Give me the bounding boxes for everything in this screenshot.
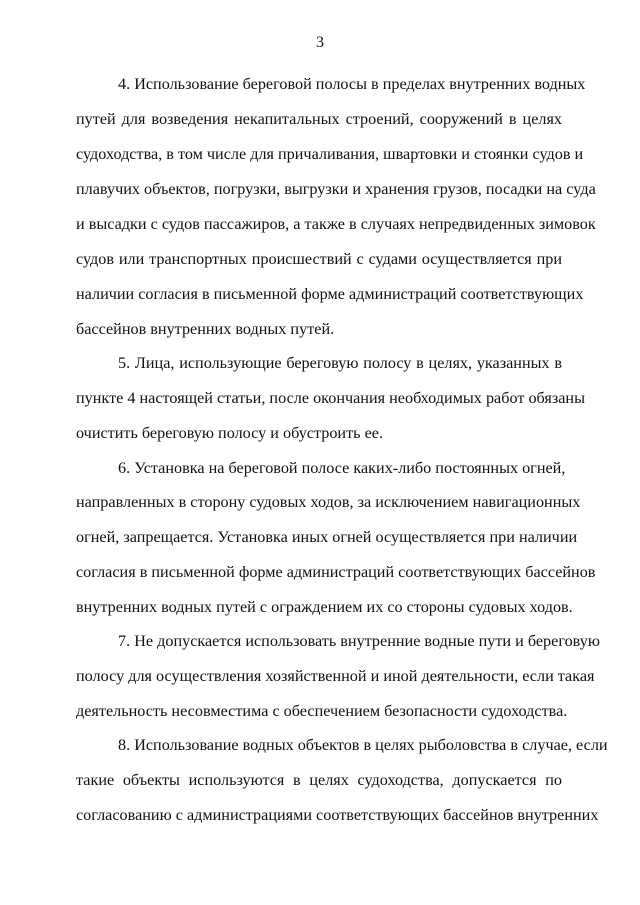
paragraph-4-line: наличии согласия в письменной форме администраций соответствующих — [76, 285, 584, 303]
paragraph-6-line: 6. Установка на береговой полосе каких-либо постоянных огней, — [118, 459, 566, 477]
paragraph-5-line: пункте 4 настоящей статьи, после окончания необходимых работ обязаны — [76, 389, 585, 407]
paragraph-4-line: плавучих объектов, погрузки, выгрузки и хранения грузов, посадки на суда — [76, 180, 596, 198]
paragraph-4-line: судов или транспортных происшествий с судами осуществляется при — [76, 250, 562, 268]
paragraph-8-line: такие объекты используются в целях судоходства, допускается по — [76, 771, 562, 789]
paragraph-4-line: путей для возведения некапитальных строений, сооружений в целях — [76, 110, 562, 128]
page-number: 3 — [316, 34, 324, 51]
paragraph-4-line: 4. Использование береговой полосы в пределах внутренних водных — [118, 75, 586, 93]
paragraph-4-line: бассейнов внутренних водных путей. — [76, 320, 335, 338]
paragraph-4-line: и высадки с судов пассажиров, а также в случаях непредвиденных зимовок — [76, 215, 596, 233]
paragraph-5-line: очистить береговую полосу и обустроить ее. — [76, 424, 384, 442]
paragraph-7-line: деятельность несовместима с обеспечением безопасности судоходства. — [76, 702, 568, 720]
paragraph-4-line: судоходства, в том числе для причаливания, швартовки и стоянки судов и — [76, 145, 584, 163]
paragraph-6-line: направленных в сторону судовых ходов, за исключением навигационных — [76, 493, 581, 511]
paragraph-5-line: 5. Лица, использующие береговую полосу в целях, указанных в — [118, 354, 562, 372]
paragraph-7-line: 7. Не допускается использовать внутренние водные пути и береговую — [118, 632, 600, 650]
paragraph-8-line: согласованию с администрациями соответствующих бассейнов внутренних — [76, 806, 599, 824]
paragraph-6-line: внутренних водных путей с ограждением их со стороны судовых ходов. — [76, 598, 573, 616]
paragraph-6-line: согласия в письменной форме администраций соответствующих бассейнов — [76, 563, 596, 581]
paragraph-6-line: огней, запрещается. Установка иных огней осуществляется при наличии — [76, 528, 578, 546]
paragraph-8-line: 8. Использование водных объектов в целях рыболовства в случае, если — [118, 736, 608, 754]
paragraph-7-line: полосу для осуществления хозяйственной и иной деятельности, если такая — [76, 667, 595, 685]
